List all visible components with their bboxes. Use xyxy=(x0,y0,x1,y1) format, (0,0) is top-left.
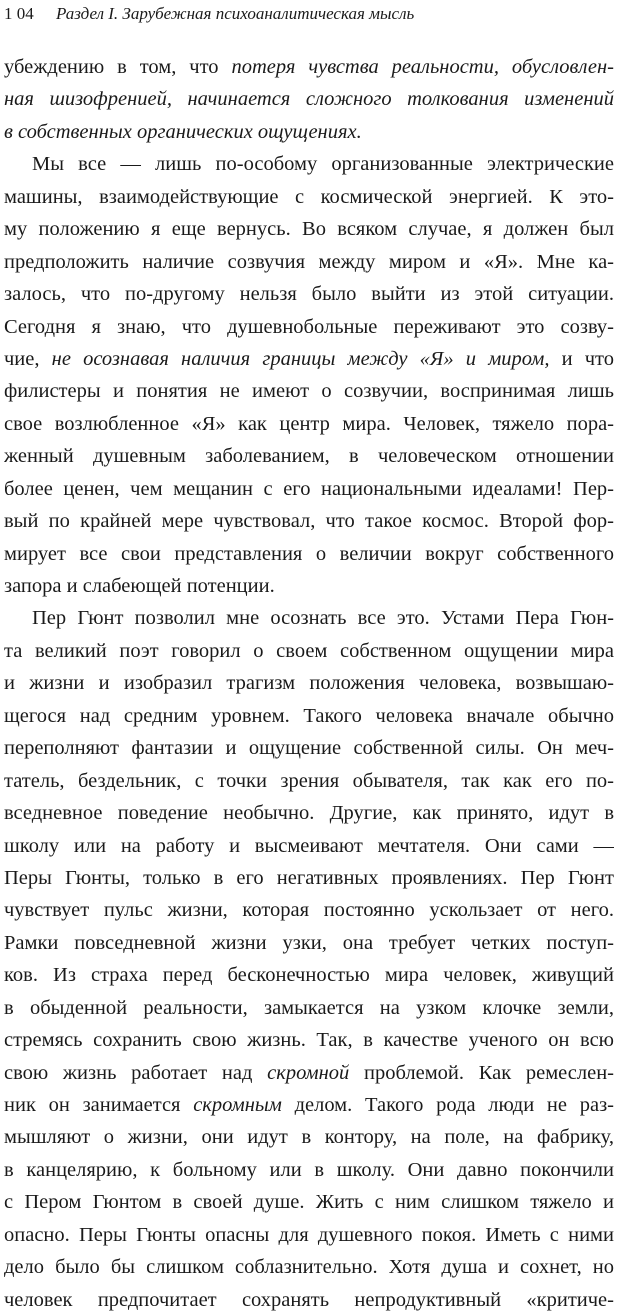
text-segment: в обыденной реальности, замыкается на узком клочке земли, xyxy=(4,996,614,1019)
text-segment: Мы все — лишь по-особому организованные электрические xyxy=(32,153,614,176)
text-line xyxy=(4,765,614,797)
text-line xyxy=(4,116,614,148)
text-line xyxy=(4,408,614,440)
page-number: 1 04 xyxy=(4,4,34,23)
text-line xyxy=(4,505,614,537)
text-segment: проблемой. Как ремеслен- xyxy=(349,1061,614,1084)
text-line xyxy=(4,278,614,310)
text-line xyxy=(4,700,614,732)
text-line xyxy=(4,148,614,180)
text-line xyxy=(4,1121,614,1153)
text-line xyxy=(4,51,614,83)
text-segment: мирует все свои представления о величии вокруг собственного xyxy=(4,542,614,565)
text-segment: переполняют фантазии и ощущение собственной силы. Он меч- xyxy=(4,737,614,760)
text-line xyxy=(4,959,614,991)
text-segment: филистеры и понятия не имеют о созвучии, воспринимая лишь xyxy=(4,380,614,403)
italic-text: скромным xyxy=(193,1094,282,1116)
text-line xyxy=(4,862,614,894)
text-line xyxy=(4,83,614,115)
text-line xyxy=(4,732,614,764)
text-segment: та великий поэт говорил о своем собственном ощущении мира xyxy=(4,639,614,662)
body-text xyxy=(4,51,614,1316)
text-segment: мышляют о жизни, они идут в контору, на поле, на фабрику, xyxy=(4,1126,614,1149)
text-segment: и что xyxy=(549,347,614,370)
text-segment: предположить наличие созвучия между миром и «Я». Мне ка- xyxy=(4,250,614,273)
text-segment: запора и слабеющей потенции. xyxy=(4,575,275,597)
text-line xyxy=(4,1186,614,1218)
text-segment: свое возлюбленное «Я» как центр мира. Человек, тяжело пора- xyxy=(4,412,614,435)
text-line xyxy=(4,927,614,959)
text-line xyxy=(4,1089,614,1121)
text-line xyxy=(4,375,614,407)
running-title: Раздел I. Зарубежная психоаналитическая мысль xyxy=(56,4,415,23)
text-segment: делом. Такого рода люди не раз- xyxy=(281,1094,614,1116)
text-segment: вседневное поведение необычно. Другие, как принято, идут в xyxy=(4,802,614,825)
text-line xyxy=(4,894,614,926)
text-line xyxy=(4,667,614,699)
text-line xyxy=(4,213,614,245)
text-segment: Сегодня я знаю, что душевнобольные переживают это созву- xyxy=(4,315,614,338)
text-segment: чувствует пульс жизни, которая постоянно ускользает от него. xyxy=(4,899,614,922)
running-header xyxy=(4,2,614,26)
text-line xyxy=(4,830,614,862)
text-line xyxy=(4,181,614,213)
text-line xyxy=(4,246,614,278)
text-line xyxy=(4,602,614,634)
text-segment: залось, что по-другому нельзя было выйти из этой ситуации. xyxy=(4,283,614,306)
text-line xyxy=(4,1024,614,1056)
text-segment: му положению я еще вернусь. Во всяком случае, я должен был xyxy=(4,218,614,241)
text-segment: Перы Гюнты, только в его негативных проявлениях. Пер Гюнт xyxy=(4,866,614,889)
text-segment: более ценен, чем мещанин с его национальными идеалами! Пер- xyxy=(4,477,614,500)
text-line xyxy=(4,1251,614,1283)
text-line xyxy=(4,570,614,602)
text-segment: свою жизнь работает над xyxy=(4,1061,268,1084)
text-segment: и жизни и изобразил трагизм положения человека, возвышаю- xyxy=(4,672,614,695)
italic-text: не осознавая наличия границы между «Я» и миром, xyxy=(51,347,550,370)
text-segment: в канцелярию, к больному или в школу. Они давно покончили xyxy=(4,1158,614,1181)
text-segment: стремясь сохранить свою жизнь. Так, в качестве ученого он всю xyxy=(4,1029,614,1052)
text-line xyxy=(4,797,614,829)
text-line xyxy=(4,992,614,1024)
text-line xyxy=(4,1219,614,1251)
text-segment: ник он занимается xyxy=(4,1094,194,1116)
text-line xyxy=(4,343,614,375)
text-segment: человек предпочитает сохранять непродуктивный «критиче- xyxy=(4,1288,614,1311)
text-line xyxy=(4,440,614,472)
text-segment: школу или на работу и высмеивают мечтателя. Они сами — xyxy=(4,834,614,857)
italic-text: скромной xyxy=(267,1061,350,1084)
italic-text: ная шизофренией, начинается сложного толкования изменений xyxy=(4,88,614,111)
text-segment: ков. Из страха перед бесконечностью мира человек, живущий xyxy=(4,964,614,987)
text-line xyxy=(4,1154,614,1186)
text-segment: Пер Гюнт позволил мне осознать все это. Устами Пера Гюн- xyxy=(32,607,614,630)
text-segment: щегося над средним уровнем. Такого человека вначале обычно xyxy=(4,704,614,727)
text-segment: вый по крайней мере чувствовал, что такое космос. Второй фор- xyxy=(4,510,614,533)
text-line xyxy=(4,538,614,570)
text-segment: татель, бездельник, с точки зрения обывателя, так как его по- xyxy=(4,769,614,792)
text-line xyxy=(4,1057,614,1089)
text-segment: убеждению в том, что xyxy=(4,56,232,78)
text-segment: опасно. Перы Гюнты опасны для душевного покоя. Иметь с ними xyxy=(4,1223,614,1246)
text-line xyxy=(4,1284,614,1316)
italic-text: потеря чувства реальности, обусловлен- xyxy=(231,56,614,78)
text-segment: Рамки повседневной жизни узки, она требует четких поступ- xyxy=(4,931,614,954)
text-segment: машины, взаимодействующие с космической энергией. К это- xyxy=(4,185,614,208)
text-line xyxy=(4,473,614,505)
text-segment: женный душевным заболеванием, в человеческом отношении xyxy=(4,445,614,468)
text-line xyxy=(4,311,614,343)
italic-text: в собственных органических ощущениях. xyxy=(4,120,362,143)
text-line xyxy=(4,635,614,667)
text-segment: с Пером Гюнтом в своей душе. Жить с ним слишком тяжело и xyxy=(4,1191,614,1214)
text-segment: дело было бы слишком соблазнительно. Хотя душа и сохнет, но xyxy=(4,1256,614,1279)
text-segment: чие, xyxy=(4,347,52,370)
